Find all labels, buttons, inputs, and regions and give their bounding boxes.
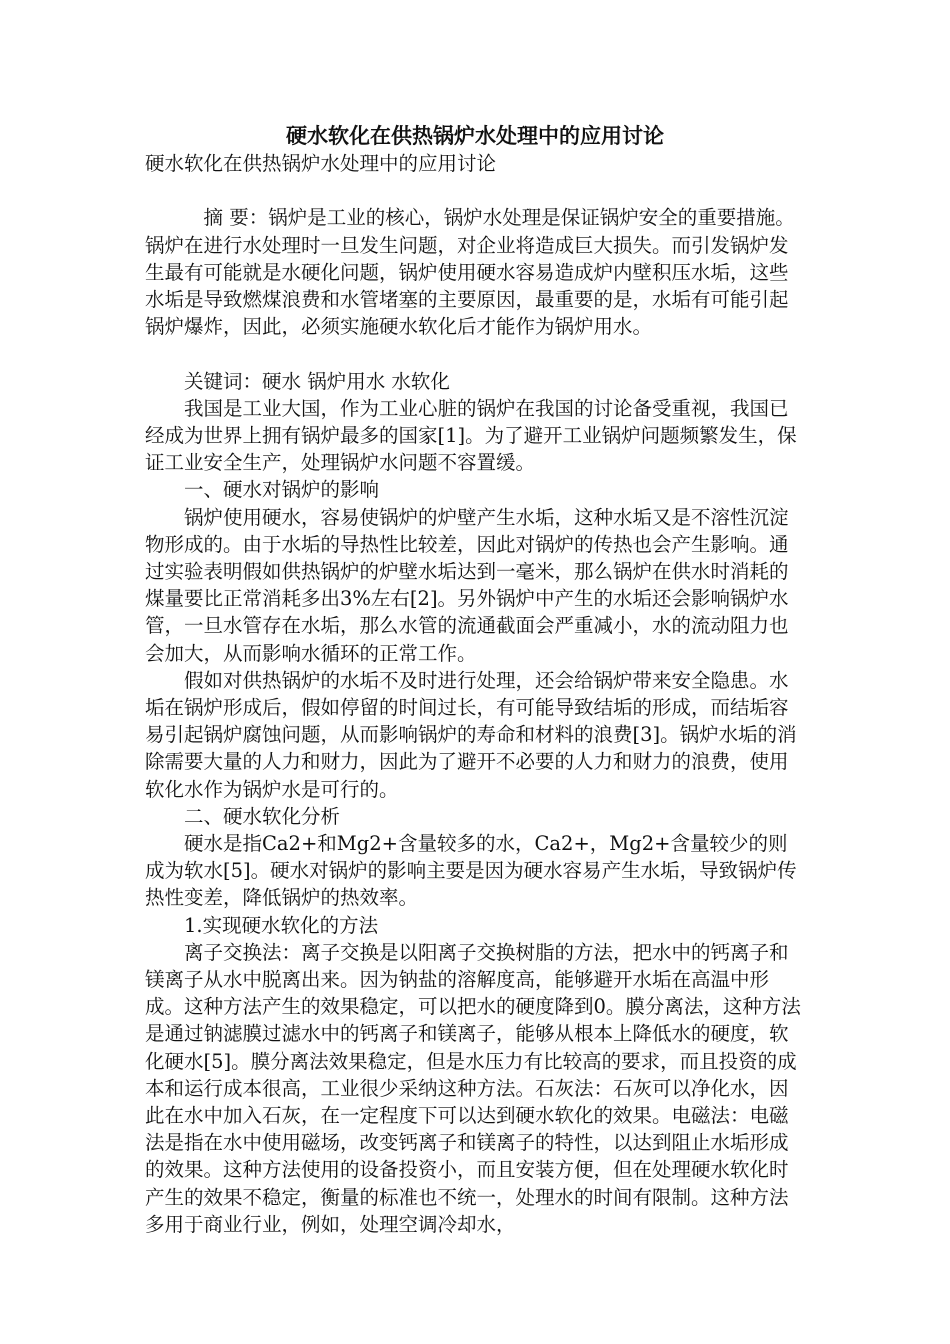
document-subtitle: 硬水软化在供热锅炉水处理中的应用讨论 <box>145 152 497 175</box>
intro-paragraph: 我国是工业大国，作为工业心脏的锅炉在我国的讨论备受重视，我国已经成为世界上拥有锅炉最多的国家[1]。为了避开工业锅炉问题频繁发生，保证工业安全生产，处理锅炉水问题不容置缓。 <box>145 396 797 475</box>
subsection-heading: 1.实现硬水软化的方法 <box>184 913 379 937</box>
abstract-paragraph: 摘 要：锅炉是工业的核心，锅炉水处理是保证锅炉安全的重要措施。锅炉在进行水处理时一旦发生问题，对企业将造成巨大损失。而引发锅炉发生最有可能就是水硬化问题，锅炉使用硬水容易造成炉内壁积压水垢，这些水垢是导致燃煤浪费和水管堵塞的主要原因，最重要的是，水垢有可能引起锅炉爆炸，因此，必须实施硬水软化后才能作为锅炉用水。 <box>145 206 795 339</box>
body-paragraph: 锅炉使用硬水，容易使锅炉的炉壁产生水垢，这种水垢又是不溶性沉淀物形成的。由于水垢的导热性比较差，因此对锅炉的传热也会产生影响。通过实验表明假如供热锅炉的炉壁水垢达到一毫米，那么锅炉在供水时消耗的煤量要比正常消耗多出3%左右[2]。另外锅炉中产生的水垢还会影响锅炉水管，一旦水管存在水垢，那么水管的流通截面会严重减小，水的流动阻力也会加大，从而影响水循环的正常工作。 <box>145 505 789 665</box>
document-body <box>145 150 805 1238</box>
document-title: 硬水软化在供热锅炉水处理中的应用讨论 <box>286 123 664 148</box>
section-heading: 一、硬水对锅炉的影响 <box>184 478 380 502</box>
section-heading: 二、硬水软化分析 <box>184 804 341 828</box>
body-paragraph: 硬水是指Ca2+和Mg2+含量较多的水，Ca2+，Mg2+含量较少的则成为软水[5]。硬水对锅炉的影响主要是因为硬水容易产生水垢，导致锅炉传热性变差，降低锅炉的热效率。 <box>145 832 797 910</box>
blank-line <box>145 177 805 204</box>
body-paragraph: 假如对供热锅炉的水垢不及时进行处理，还会给锅炉带来安全隐患。水垢在锅炉形成后，假如停留的时间过长，有可能导致结垢的形成，而结垢容易引起锅炉腐蚀问题，从而影响锅炉的寿命和材料的浪费[3]。锅炉水垢的消除需要大量的人力和财力，因此为了避开不必要的人力和财力的浪费，使用软化水作为锅炉水是可行的。 <box>145 668 797 801</box>
keywords-line: 关键词：硬水 锅炉用水 水软化 <box>184 369 450 393</box>
body-paragraph: 离子交换法：离子交换是以阳离子交换树脂的方法，把水中的钙离子和镁离子从水中脱离出来。因为钠盐的溶解度高，能够避开水垢在高温中形成。这种方法产生的效果稳定，可以把水的硬度降到0。膜分离法，这种方法是通过钠滤膜过滤水中的钙离子和镁离子，能够从根本上降低水的硬度，软化硬水[5]。膜分离法效果稳定，但是水压力有比较高的要求，而且投资的成本和运行成本很高，工业很少采纳这种方法。石灰法：石灰可以净化水，因此在水中加入石灰，在一定程度下可以达到硬水软化的效果。电磁法：电磁法是指在水中使用磁场，改变钙离子和镁离子的特性，以达到阻止水垢形成的效果。这种方法使用的设备投资小，而且安装方便，但在处理硬水软化时产生的效果不稳定，衡量的标准也不统一，处理水的时间有限制。这种方法多用于商业行业，例如，处理空调冷却水， <box>145 940 801 1236</box>
blank-line <box>145 340 805 367</box>
